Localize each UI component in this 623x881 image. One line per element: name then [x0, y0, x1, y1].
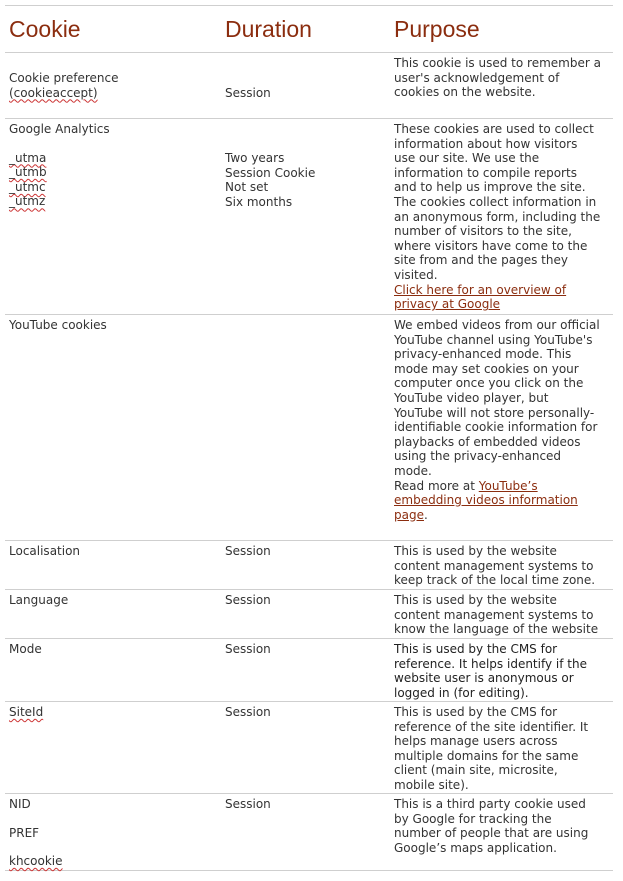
duration-line: Session — [225, 797, 271, 811]
cookie-table — [5, 5, 613, 871]
link-trailing-period: . — [423, 507, 428, 522]
purpose-line: This is used by the CMS for — [394, 642, 558, 656]
purpose-line: identifiable cookie information for — [394, 420, 598, 435]
purpose-line: information to compile reports — [394, 165, 577, 180]
read-more-line — [394, 479, 613, 494]
cookie-duration — [225, 593, 390, 608]
link-end-line — [394, 508, 613, 523]
table-header — [5, 5, 613, 52]
cookie-name-line: NID — [9, 797, 31, 811]
duration-line: Session Cookie — [225, 165, 316, 180]
purpose-line: The cookies collect information in — [394, 194, 597, 209]
cookie-name-line: _utmb — [9, 165, 47, 180]
cookie-purpose — [394, 593, 613, 637]
purpose-line: content management systems to — [394, 558, 594, 573]
purpose-line: know the language of the website — [394, 622, 599, 637]
link-line[interactable]: Click here for an overview of — [394, 282, 567, 297]
cookie-name — [9, 705, 219, 720]
table-row-youtube-cookies — [5, 314, 613, 540]
purpose-line: mode may set cookies on your — [394, 361, 579, 376]
table-row-siteid — [5, 701, 613, 793]
purpose-line: website user is anonymous or — [394, 671, 574, 686]
table-row-google-maps — [5, 793, 613, 871]
purpose-line: reference. It helps identify if the — [394, 656, 587, 671]
cookie-name-line: Localisation — [9, 544, 81, 558]
cookie-name-line: (cookieaccept) — [9, 85, 98, 100]
purpose-line: YouTube channel using YouTube's — [394, 332, 593, 347]
purpose-line: multiple domains for the same — [394, 748, 579, 763]
purpose-line: by Google for tracking the — [394, 811, 552, 826]
cookie-name — [9, 71, 219, 100]
table-row-localisation — [5, 540, 613, 589]
duration-line: Six months — [225, 194, 293, 209]
cookie-purpose — [394, 642, 613, 700]
purpose-line: helps manage users across — [394, 734, 558, 749]
cookie-name — [9, 642, 219, 657]
duration-line: Session — [225, 86, 271, 100]
header-purpose: Purpose — [394, 16, 480, 42]
purpose-line: This cookie is used to remember a — [394, 56, 601, 70]
cookie-name — [9, 797, 219, 869]
purpose-line: computer once you click on the — [394, 376, 584, 391]
purpose-line: an anonymous form, including the — [394, 209, 601, 224]
purpose-line: number of people that are using — [394, 826, 589, 841]
cookie-purpose — [394, 705, 613, 793]
cookie-duration — [225, 705, 390, 720]
table-row-mode — [5, 638, 613, 701]
cookie-duration — [225, 151, 390, 209]
purpose-line: visited. — [394, 267, 438, 282]
purpose-line: Google’s maps application. — [394, 840, 557, 855]
cookie-group-title: Google Analytics — [9, 122, 110, 136]
cookie-purpose — [394, 318, 613, 522]
purpose-line: reference of the site identifier. It — [394, 719, 589, 734]
cookie-purpose — [394, 56, 613, 100]
cookie-name-line: Cookie preference — [9, 71, 119, 85]
purpose-line: mobile site). — [394, 777, 469, 792]
cookie-duration — [225, 642, 390, 657]
purpose-line: mode. — [394, 463, 432, 478]
youtube-embedding-link[interactable]: YouTube’s — [478, 478, 538, 493]
purpose-line: information about how visitors — [394, 136, 578, 151]
header-cookie: Cookie — [9, 16, 81, 42]
purpose-line: user's acknowledgement of — [394, 70, 560, 85]
cookie-name — [9, 122, 219, 209]
purpose-line: cookies on the website. — [394, 85, 536, 100]
header-duration: Duration — [225, 16, 312, 42]
cookie-name-line: Language — [9, 593, 69, 607]
purpose-line: This is used by the website — [394, 593, 557, 607]
purpose-line: This is used by the website — [394, 544, 557, 558]
cookie-duration — [225, 544, 390, 559]
cookie-name-line: _utmz — [9, 194, 46, 209]
cookie-name-line: YouTube cookies — [9, 318, 107, 332]
purpose-line: site from and the pages they — [394, 253, 568, 268]
duration-line: Session — [225, 544, 271, 558]
purpose-line: logged in (for editing). — [394, 685, 529, 700]
purpose-line: We embed videos from our official — [394, 318, 600, 332]
purpose-line: YouTube video player, but — [394, 390, 549, 405]
purpose-line: These cookies are used to collect — [394, 122, 594, 136]
cookie-purpose — [394, 544, 613, 588]
cookie-name-line: PREF — [9, 825, 40, 840]
purpose-line: privacy-enhanced mode. This — [394, 347, 572, 362]
cookie-name-line: _utmc — [9, 179, 46, 194]
purpose-line: This is a third party cookie used — [394, 797, 586, 811]
duration-line: Session — [225, 642, 271, 656]
cookie-name-line: khcookie — [9, 854, 63, 869]
table-row-language — [5, 589, 613, 638]
duration-line: Not set — [225, 180, 269, 195]
cookie-name — [9, 318, 219, 333]
purpose-line: and to help us improve the site. — [394, 180, 586, 195]
purpose-line: using the privacy-enhanced — [394, 449, 562, 464]
google-privacy-link[interactable] — [394, 283, 613, 312]
youtube-embedding-link[interactable]: page — [394, 507, 424, 522]
duration-line: Two years — [225, 151, 285, 165]
purpose-line: client (main site, microsite, — [394, 763, 558, 778]
table-row-cookie-preference — [5, 52, 613, 118]
purpose-line: playbacks of embedded videos — [394, 434, 581, 449]
link-line[interactable]: privacy at Google — [394, 297, 501, 312]
purpose-line: use our site. We use the — [394, 151, 540, 166]
purpose-line: content management systems to — [394, 607, 594, 622]
purpose-line: YouTube will not store personally- — [394, 405, 595, 420]
purpose-line: number of visitors to the site, — [394, 224, 572, 239]
purpose-line: This is used by the CMS for — [394, 705, 558, 719]
cookie-purpose — [394, 122, 613, 312]
youtube-embedding-link[interactable]: embedding videos information — [394, 493, 578, 508]
cookie-name-line: SiteId — [9, 705, 44, 719]
cookie-duration — [225, 86, 390, 101]
duration-line: Session — [225, 705, 271, 719]
purpose-line: where visitors have come to the — [394, 238, 588, 253]
cookie-purpose — [394, 797, 613, 855]
cookie-name-line: Mode — [9, 642, 42, 656]
cookie-duration — [225, 797, 390, 812]
cookie-name — [9, 544, 219, 559]
cookie-name — [9, 593, 219, 608]
duration-line: Session — [225, 593, 271, 607]
cookie-name-line: _utma — [9, 150, 47, 165]
read-more-text: Read more at — [394, 478, 479, 493]
purpose-line: keep track of the local time zone. — [394, 573, 596, 588]
table-row-google-analytics — [5, 118, 613, 314]
